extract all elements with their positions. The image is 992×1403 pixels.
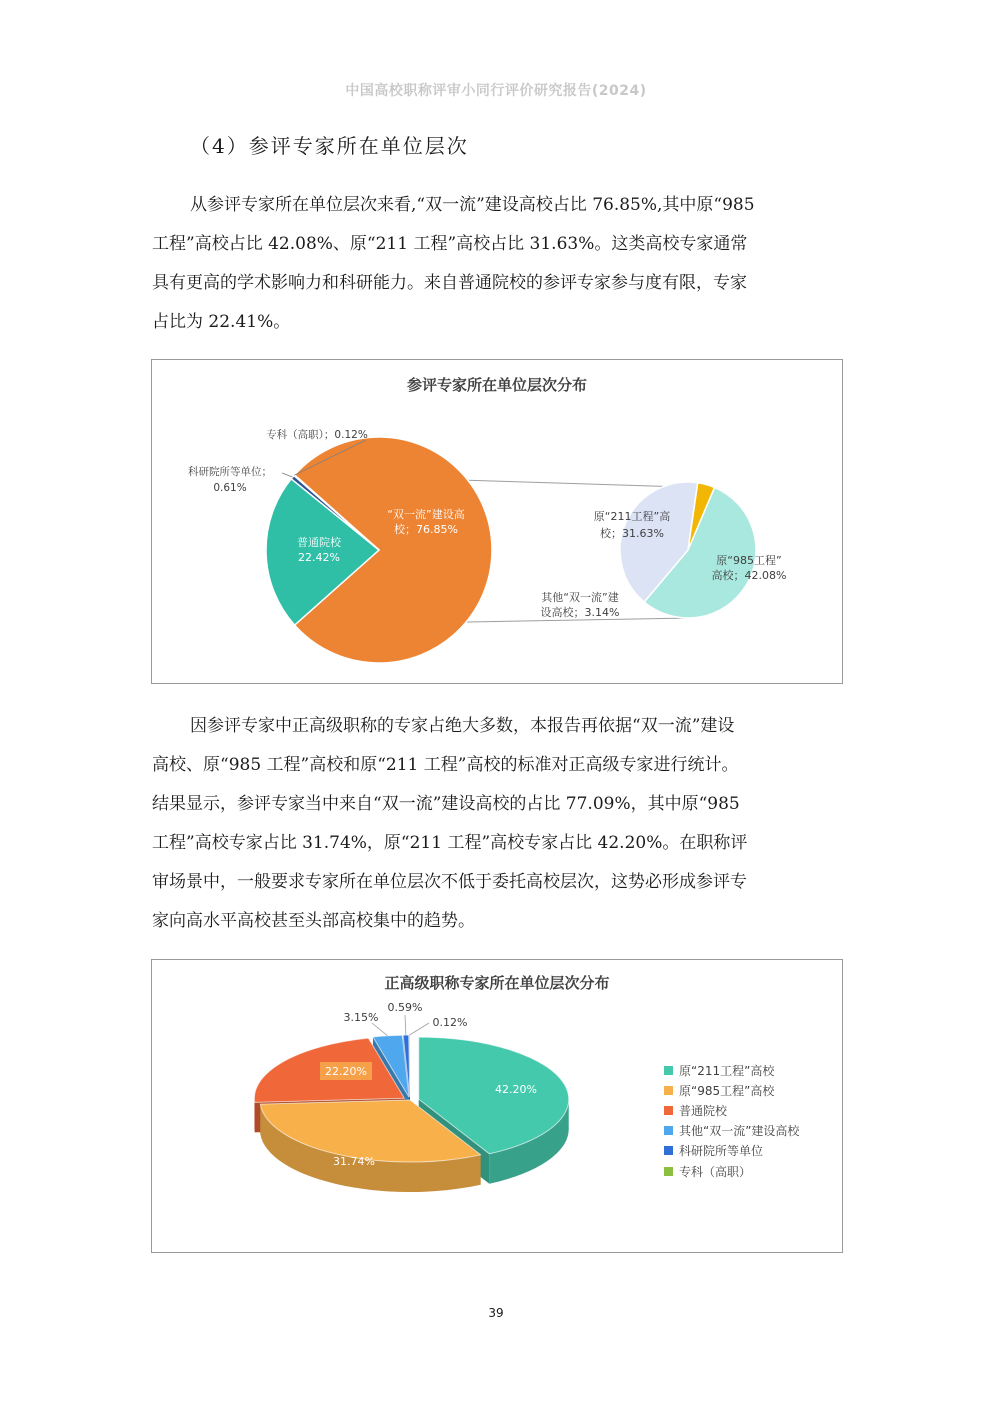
- legend-item: [664, 1141, 799, 1161]
- legend-label: 科研院所等单位: [679, 1144, 764, 1159]
- data-label-research-institutes: 0.59%: [387, 1001, 423, 1014]
- data-label-vocational: 0.12%: [432, 1016, 468, 1029]
- data-label-ordinary-colleges: 22.20%: [325, 1065, 367, 1078]
- pie-of-pie-chart: [152, 360, 842, 683]
- legend-item: [664, 1060, 799, 1080]
- legend-swatch: [664, 1066, 673, 1075]
- leader-line: [405, 1015, 406, 1035]
- legend-label: 原“211工程”高校: [679, 1063, 775, 1078]
- legend-swatch: [664, 1086, 673, 1095]
- data-label-other-double-first-class: 3.15%: [343, 1011, 379, 1024]
- data-label-ordinary-colleges: 普通院校 22.42%: [297, 536, 341, 564]
- chart-title: 参评专家所在单位层次分布: [406, 376, 587, 394]
- paragraph-unit-level-overview: [152, 186, 842, 342]
- data-label-research-institutes: 科研院所等单位； 0.61%: [188, 466, 272, 494]
- leader-line: [409, 1023, 429, 1035]
- paragraph-line: 工程”高校占比 42.08%、原“211 工程”高校占比 31.63%。这类高校专家通常: [152, 234, 748, 254]
- data-label-other-double-first-class: 其他“双一流”建设高校；3.14%: [540, 591, 620, 619]
- paragraph-line: 家向高水平高校甚至头部高校集中的趋势。: [152, 911, 475, 931]
- legend-label: 普通院校: [679, 1103, 728, 1118]
- data-label-985: 原“985工程”高校；42.08%: [711, 554, 787, 582]
- chart-legend: [664, 1060, 799, 1181]
- legend-label: 原“985工程”高校: [679, 1083, 775, 1098]
- legend-item: [664, 1080, 799, 1100]
- chart-unit-level-distribution: [151, 359, 843, 684]
- data-label-985: 31.74%: [333, 1155, 375, 1168]
- legend-item: [664, 1121, 799, 1141]
- leader-line-research-institutes: [282, 473, 293, 477]
- page-number: 39: [488, 1306, 504, 1320]
- paragraph-line: 因参评专家中正高级职称的专家占绝大多数，本报告再依据“双一流”建设: [190, 716, 735, 736]
- data-label-double-first-class: “双一流”建设高校；76.85%: [387, 508, 465, 536]
- legend-item: [664, 1161, 799, 1181]
- running-header: 中国高校职称评审小同行评价研究报告(2024): [345, 83, 647, 99]
- section-heading: （4）参评专家所在单位层次: [190, 134, 469, 158]
- legend-label: 专科（高职）: [679, 1164, 752, 1179]
- data-label-211: 原“211工程”高校；31.63%: [593, 510, 671, 540]
- legend-swatch: [664, 1167, 673, 1176]
- paragraph-line: 结果显示，参评专家当中来自“双一流”建设高校的占比 77.09%，其中原“985: [152, 794, 740, 814]
- paragraph-line: 高校、原“985 工程”高校和原“211 工程”高校的标准对正高级专家进行统计。: [152, 755, 739, 775]
- data-label-vocational: 专科（高职）；0.12%: [266, 429, 368, 441]
- legend-item: [664, 1100, 799, 1120]
- legend-label: 其他“双一流”建设高校: [679, 1124, 800, 1139]
- legend-swatch: [664, 1106, 673, 1115]
- paragraph-line: 工程”高校专家占比 31.74%，原“211 工程”高校专家占比 42.20%。在职称评: [152, 833, 748, 853]
- legend-swatch: [664, 1146, 673, 1155]
- paragraph-line: 审场景中，一般要求专家所在单位层次不低于委托高校层次，这势必形成参评专: [152, 872, 747, 892]
- paragraph-line: 具有更高的学术影响力和科研能力。来自普通院校的参评专家参与度有限，专家: [152, 273, 747, 293]
- data-label-211: 42.20%: [495, 1083, 537, 1096]
- paragraph-line: 从参评专家所在单位层次来看,“双一流”建设高校占比 76.85%,其中原“985: [190, 195, 755, 215]
- legend-swatch: [664, 1126, 673, 1135]
- paragraph-line: 占比为 22.41%。: [152, 312, 291, 332]
- leader-line: [372, 1023, 388, 1036]
- paragraph-senior-experts: [152, 707, 842, 941]
- chart-title: 正高级职称专家所在单位层次分布: [384, 974, 610, 992]
- chart-senior-unit-level-distribution: [151, 959, 843, 1253]
